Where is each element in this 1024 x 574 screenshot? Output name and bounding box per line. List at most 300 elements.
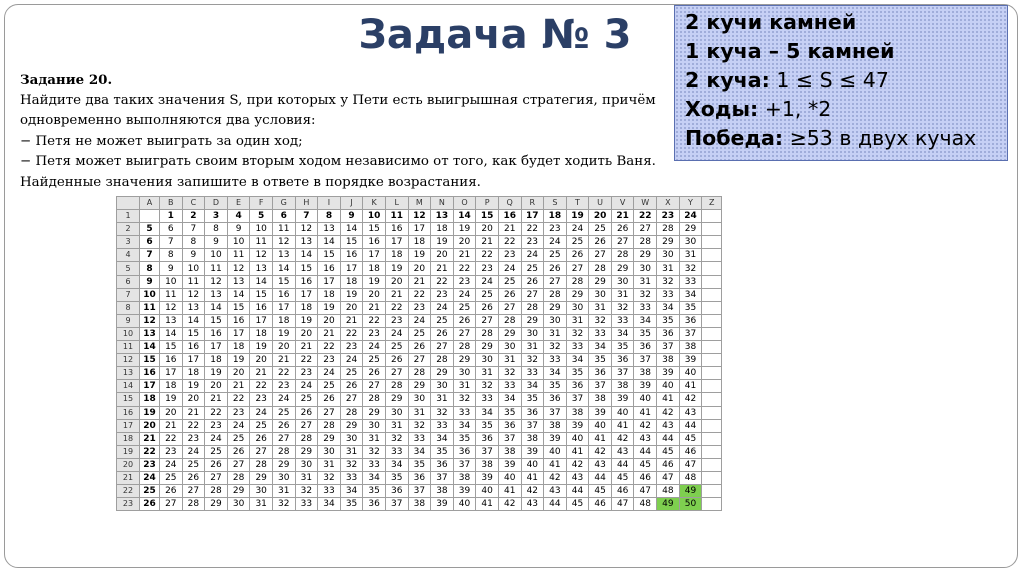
table-cell[interactable]: 34 bbox=[679, 288, 702, 301]
table-cell[interactable]: 34 bbox=[521, 380, 544, 393]
table-cell[interactable]: 34 bbox=[498, 393, 521, 406]
table-cell[interactable]: 23 bbox=[272, 380, 295, 393]
table-cell[interactable]: 34 bbox=[657, 301, 680, 314]
table-cell[interactable]: 26 bbox=[544, 262, 567, 275]
table-cell[interactable]: 10 bbox=[140, 288, 160, 301]
table-cell[interactable]: 31 bbox=[679, 249, 702, 262]
table-cell[interactable]: 33 bbox=[679, 275, 702, 288]
table-cell[interactable]: 17 bbox=[408, 223, 431, 236]
table-cell[interactable]: 30 bbox=[589, 288, 612, 301]
table-cell[interactable]: 22 bbox=[476, 249, 499, 262]
table-cell[interactable]: 22 bbox=[140, 445, 160, 458]
table-cell[interactable]: 9 bbox=[227, 223, 250, 236]
table-cell[interactable] bbox=[702, 498, 722, 511]
table-cell[interactable]: 30 bbox=[250, 485, 273, 498]
table-cell[interactable]: 29 bbox=[250, 471, 273, 484]
column-header[interactable]: M bbox=[408, 197, 431, 210]
table-cell[interactable]: 37 bbox=[385, 498, 408, 511]
table-cell[interactable]: 37 bbox=[657, 341, 680, 354]
table-cell[interactable]: 33 bbox=[295, 498, 318, 511]
table-cell[interactable]: 32 bbox=[634, 288, 657, 301]
table-cell[interactable]: 31 bbox=[589, 301, 612, 314]
table-cell[interactable]: 41 bbox=[566, 445, 589, 458]
table-cell[interactable]: 30 bbox=[611, 275, 634, 288]
table-cell[interactable]: 28 bbox=[340, 406, 363, 419]
table-cell[interactable]: 31 bbox=[250, 498, 273, 511]
column-header[interactable]: E bbox=[227, 197, 250, 210]
table-cell[interactable]: 35 bbox=[611, 341, 634, 354]
table-cell[interactable]: 15 bbox=[272, 275, 295, 288]
table-cell[interactable]: 36 bbox=[544, 393, 567, 406]
table-cell[interactable]: 6 bbox=[140, 236, 160, 249]
table-cell[interactable]: 34 bbox=[363, 471, 386, 484]
table-cell[interactable]: 32 bbox=[566, 327, 589, 340]
table-cell[interactable]: 16 bbox=[227, 314, 250, 327]
table-cell[interactable]: 42 bbox=[498, 498, 521, 511]
table-cell[interactable]: 18 bbox=[182, 367, 205, 380]
table-cell[interactable]: 47 bbox=[634, 485, 657, 498]
table-cell[interactable]: 37 bbox=[521, 419, 544, 432]
table-cell[interactable]: 14 bbox=[160, 327, 183, 340]
table-cell[interactable]: 21 bbox=[205, 393, 228, 406]
table-cell[interactable]: 28 bbox=[611, 249, 634, 262]
table-cell[interactable]: 21 bbox=[453, 249, 476, 262]
table-header-cell[interactable]: 16 bbox=[498, 210, 521, 223]
table-cell[interactable]: 15 bbox=[182, 327, 205, 340]
table-cell[interactable]: 20 bbox=[385, 275, 408, 288]
table-cell[interactable]: 39 bbox=[521, 445, 544, 458]
table-cell[interactable]: 28 bbox=[272, 445, 295, 458]
table-cell[interactable]: 29 bbox=[589, 275, 612, 288]
table-cell[interactable]: 20 bbox=[250, 354, 273, 367]
table-cell[interactable]: 29 bbox=[544, 301, 567, 314]
table-cell[interactable]: 29 bbox=[340, 419, 363, 432]
table-cell[interactable]: 33 bbox=[385, 445, 408, 458]
table-cell[interactable]: 36 bbox=[566, 380, 589, 393]
column-header[interactable]: U bbox=[589, 197, 612, 210]
table-cell[interactable]: 32 bbox=[408, 419, 431, 432]
table-cell[interactable]: 28 bbox=[476, 327, 499, 340]
table-cell[interactable]: 38 bbox=[408, 498, 431, 511]
table-cell[interactable]: 37 bbox=[498, 432, 521, 445]
table-cell[interactable]: 36 bbox=[431, 458, 454, 471]
table-cell[interactable]: 17 bbox=[272, 301, 295, 314]
table-header-cell[interactable]: 10 bbox=[363, 210, 386, 223]
table-cell[interactable]: 28 bbox=[250, 458, 273, 471]
table-cell[interactable]: 15 bbox=[227, 301, 250, 314]
column-header[interactable]: J bbox=[340, 197, 363, 210]
table-cell[interactable]: 20 bbox=[340, 301, 363, 314]
table-cell[interactable]: 36 bbox=[453, 445, 476, 458]
table-cell[interactable]: 32 bbox=[657, 275, 680, 288]
table-cell[interactable]: 24 bbox=[318, 367, 341, 380]
table-cell[interactable]: 40 bbox=[611, 406, 634, 419]
row-header[interactable]: 14 bbox=[117, 380, 140, 393]
table-header-cell[interactable] bbox=[702, 210, 722, 223]
table-cell[interactable]: 27 bbox=[160, 498, 183, 511]
table-cell[interactable]: 40 bbox=[521, 458, 544, 471]
table-cell[interactable]: 13 bbox=[227, 275, 250, 288]
table-cell[interactable]: 37 bbox=[611, 367, 634, 380]
row-header[interactable]: 4 bbox=[117, 249, 140, 262]
table-cell[interactable]: 23 bbox=[227, 406, 250, 419]
table-cell[interactable]: 26 bbox=[453, 314, 476, 327]
table-cell[interactable]: 6 bbox=[160, 223, 183, 236]
table-cell[interactable]: 17 bbox=[227, 327, 250, 340]
table-cell[interactable]: 44 bbox=[679, 419, 702, 432]
table-cell[interactable]: 15 bbox=[318, 249, 341, 262]
table-cell[interactable]: 9 bbox=[205, 236, 228, 249]
table-cell[interactable]: 21 bbox=[140, 432, 160, 445]
table-cell[interactable]: 40 bbox=[476, 485, 499, 498]
table-cell[interactable]: 14 bbox=[205, 301, 228, 314]
table-cell[interactable]: 19 bbox=[408, 249, 431, 262]
table-cell[interactable]: 21 bbox=[272, 354, 295, 367]
table-cell[interactable]: 8 bbox=[182, 236, 205, 249]
table-cell[interactable]: 35 bbox=[385, 471, 408, 484]
table-cell[interactable]: 29 bbox=[498, 327, 521, 340]
table-cell[interactable]: 11 bbox=[250, 236, 273, 249]
table-cell[interactable]: 35 bbox=[453, 432, 476, 445]
row-header[interactable]: 9 bbox=[117, 314, 140, 327]
table-cell[interactable]: 29 bbox=[227, 485, 250, 498]
column-header[interactable]: Z bbox=[702, 197, 722, 210]
table-cell[interactable]: 35 bbox=[544, 380, 567, 393]
table-cell[interactable]: 27 bbox=[363, 380, 386, 393]
table-cell[interactable]: 26 bbox=[476, 301, 499, 314]
table-cell[interactable]: 28 bbox=[227, 471, 250, 484]
table-cell[interactable]: 8 bbox=[160, 249, 183, 262]
table-cell[interactable]: 31 bbox=[340, 445, 363, 458]
table-cell[interactable]: 32 bbox=[272, 498, 295, 511]
row-header[interactable]: 1 bbox=[117, 210, 140, 223]
table-cell[interactable]: 26 bbox=[408, 341, 431, 354]
table-cell[interactable]: 36 bbox=[385, 485, 408, 498]
table-cell[interactable]: 39 bbox=[453, 485, 476, 498]
table-cell[interactable]: 27 bbox=[453, 327, 476, 340]
table-cell[interactable]: 21 bbox=[363, 301, 386, 314]
table-cell[interactable]: 34 bbox=[408, 445, 431, 458]
table-cell[interactable]: 38 bbox=[431, 485, 454, 498]
table-cell[interactable]: 33 bbox=[363, 458, 386, 471]
row-header[interactable]: 7 bbox=[117, 288, 140, 301]
column-header[interactable]: V bbox=[611, 197, 634, 210]
table-cell[interactable]: 33 bbox=[476, 393, 499, 406]
table-cell[interactable]: 33 bbox=[498, 380, 521, 393]
table-cell[interactable]: 39 bbox=[611, 393, 634, 406]
table-cell[interactable]: 36 bbox=[498, 419, 521, 432]
table-cell[interactable]: 34 bbox=[318, 498, 341, 511]
table-cell[interactable]: 36 bbox=[363, 498, 386, 511]
table-cell[interactable]: 21 bbox=[340, 314, 363, 327]
table-cell[interactable]: 9 bbox=[182, 249, 205, 262]
table-cell[interactable]: 39 bbox=[679, 354, 702, 367]
table-cell[interactable]: 21 bbox=[227, 380, 250, 393]
table-cell[interactable]: 30 bbox=[634, 262, 657, 275]
table-cell[interactable]: 19 bbox=[182, 380, 205, 393]
table-cell[interactable]: 29 bbox=[611, 262, 634, 275]
table-cell[interactable]: 31 bbox=[453, 380, 476, 393]
table-cell[interactable]: 30 bbox=[318, 445, 341, 458]
table-cell[interactable]: 26 bbox=[385, 354, 408, 367]
table-cell[interactable]: 15 bbox=[205, 314, 228, 327]
table-cell[interactable]: 34 bbox=[566, 354, 589, 367]
table-cell[interactable]: 49 bbox=[679, 485, 702, 498]
table-cell[interactable]: 22 bbox=[521, 223, 544, 236]
table-cell[interactable]: 42 bbox=[566, 458, 589, 471]
table-cell[interactable]: 37 bbox=[589, 380, 612, 393]
table-cell[interactable]: 42 bbox=[679, 393, 702, 406]
table-cell[interactable]: 26 bbox=[227, 445, 250, 458]
table-cell[interactable]: 33 bbox=[453, 406, 476, 419]
table-cell[interactable]: 27 bbox=[544, 275, 567, 288]
table-cell[interactable]: 12 bbox=[160, 301, 183, 314]
table-cell[interactable]: 29 bbox=[679, 223, 702, 236]
table-cell[interactable]: 27 bbox=[498, 301, 521, 314]
table-cell[interactable]: 33 bbox=[408, 432, 431, 445]
table-cell[interactable]: 32 bbox=[431, 406, 454, 419]
table-cell[interactable]: 30 bbox=[408, 393, 431, 406]
table-cell[interactable]: 43 bbox=[679, 406, 702, 419]
table-cell[interactable]: 46 bbox=[634, 471, 657, 484]
table-cell[interactable]: 19 bbox=[250, 341, 273, 354]
table-cell[interactable]: 26 bbox=[205, 458, 228, 471]
table-cell[interactable]: 29 bbox=[295, 445, 318, 458]
table-cell[interactable]: 38 bbox=[544, 419, 567, 432]
table-cell[interactable]: 28 bbox=[657, 223, 680, 236]
table-cell[interactable]: 26 bbox=[160, 485, 183, 498]
table-cell[interactable]: 27 bbox=[227, 458, 250, 471]
row-header[interactable]: 8 bbox=[117, 301, 140, 314]
table-cell[interactable]: 38 bbox=[498, 445, 521, 458]
table-cell[interactable]: 23 bbox=[476, 262, 499, 275]
table-header-cell[interactable]: 20 bbox=[589, 210, 612, 223]
table-cell[interactable]: 36 bbox=[476, 432, 499, 445]
table-cell[interactable]: 32 bbox=[295, 485, 318, 498]
table-cell[interactable]: 20 bbox=[476, 223, 499, 236]
table-cell[interactable] bbox=[702, 262, 722, 275]
table-cell[interactable]: 7 bbox=[182, 223, 205, 236]
table-cell[interactable]: 24 bbox=[295, 380, 318, 393]
table-cell[interactable]: 45 bbox=[566, 498, 589, 511]
column-header[interactable]: B bbox=[160, 197, 183, 210]
table-cell[interactable]: 44 bbox=[566, 485, 589, 498]
table-cell[interactable]: 42 bbox=[521, 485, 544, 498]
table-cell[interactable]: 25 bbox=[160, 471, 183, 484]
column-header[interactable]: F bbox=[250, 197, 273, 210]
table-cell[interactable]: 29 bbox=[205, 498, 228, 511]
table-cell[interactable]: 14 bbox=[318, 236, 341, 249]
column-header[interactable]: D bbox=[205, 197, 228, 210]
table-cell[interactable]: 25 bbox=[340, 367, 363, 380]
table-cell[interactable]: 23 bbox=[205, 419, 228, 432]
table-header-cell[interactable]: 1 bbox=[160, 210, 183, 223]
table-cell[interactable] bbox=[702, 432, 722, 445]
table-cell[interactable]: 28 bbox=[363, 393, 386, 406]
table-cell[interactable]: 35 bbox=[679, 301, 702, 314]
table-cell[interactable]: 40 bbox=[657, 380, 680, 393]
table-cell[interactable]: 26 bbox=[182, 471, 205, 484]
table-cell[interactable]: 45 bbox=[611, 471, 634, 484]
table-cell[interactable]: 39 bbox=[657, 367, 680, 380]
table-cell[interactable]: 31 bbox=[611, 288, 634, 301]
table-header-cell[interactable]: 15 bbox=[476, 210, 499, 223]
table-cell[interactable]: 40 bbox=[589, 419, 612, 432]
table-cell[interactable]: 24 bbox=[272, 393, 295, 406]
table-cell[interactable]: 38 bbox=[589, 393, 612, 406]
table-cell[interactable]: 14 bbox=[295, 249, 318, 262]
table-cell[interactable] bbox=[702, 314, 722, 327]
table-cell[interactable]: 43 bbox=[657, 419, 680, 432]
table-cell[interactable]: 32 bbox=[498, 367, 521, 380]
table-cell[interactable]: 22 bbox=[250, 380, 273, 393]
table-cell[interactable]: 34 bbox=[385, 458, 408, 471]
table-cell[interactable]: 27 bbox=[272, 432, 295, 445]
table-cell[interactable]: 19 bbox=[431, 236, 454, 249]
table-cell[interactable]: 23 bbox=[182, 432, 205, 445]
table-cell[interactable]: 29 bbox=[566, 288, 589, 301]
table-cell[interactable]: 24 bbox=[205, 432, 228, 445]
row-header[interactable]: 5 bbox=[117, 262, 140, 275]
row-header[interactable]: 22 bbox=[117, 485, 140, 498]
table-cell[interactable]: 18 bbox=[227, 341, 250, 354]
table-header-cell[interactable]: 24 bbox=[679, 210, 702, 223]
table-cell[interactable]: 33 bbox=[431, 419, 454, 432]
row-header[interactable]: 20 bbox=[117, 458, 140, 471]
table-cell[interactable]: 39 bbox=[544, 432, 567, 445]
row-header[interactable]: 21 bbox=[117, 471, 140, 484]
table-cell[interactable]: 32 bbox=[544, 341, 567, 354]
table-cell[interactable]: 38 bbox=[657, 354, 680, 367]
table-cell[interactable]: 45 bbox=[589, 485, 612, 498]
table-cell[interactable]: 32 bbox=[679, 262, 702, 275]
table-header-cell[interactable]: 9 bbox=[340, 210, 363, 223]
table-cell[interactable]: 26 bbox=[611, 223, 634, 236]
table-cell[interactable]: 30 bbox=[385, 406, 408, 419]
table-cell[interactable]: 40 bbox=[634, 393, 657, 406]
table-cell[interactable] bbox=[702, 406, 722, 419]
table-cell[interactable]: 16 bbox=[272, 288, 295, 301]
table-cell[interactable]: 31 bbox=[476, 367, 499, 380]
table-cell[interactable]: 37 bbox=[476, 445, 499, 458]
table-cell[interactable]: 20 bbox=[431, 249, 454, 262]
table-cell[interactable]: 32 bbox=[363, 445, 386, 458]
table-cell[interactable]: 32 bbox=[521, 354, 544, 367]
table-cell[interactable]: 25 bbox=[476, 288, 499, 301]
table-cell[interactable]: 43 bbox=[611, 445, 634, 458]
table-cell[interactable]: 18 bbox=[385, 249, 408, 262]
table-cell[interactable]: 44 bbox=[634, 445, 657, 458]
table-cell[interactable]: 33 bbox=[318, 485, 341, 498]
table-cell[interactable]: 19 bbox=[340, 288, 363, 301]
table-cell[interactable]: 35 bbox=[340, 498, 363, 511]
table-cell[interactable]: 13 bbox=[160, 314, 183, 327]
table-cell[interactable]: 13 bbox=[250, 262, 273, 275]
table-cell[interactable]: 26 bbox=[318, 393, 341, 406]
table-header-cell[interactable]: 22 bbox=[634, 210, 657, 223]
row-header[interactable]: 2 bbox=[117, 223, 140, 236]
table-cell[interactable]: 34 bbox=[589, 341, 612, 354]
table-cell[interactable]: 19 bbox=[453, 223, 476, 236]
table-cell[interactable]: 17 bbox=[340, 262, 363, 275]
table-cell[interactable]: 21 bbox=[385, 288, 408, 301]
row-header[interactable]: 13 bbox=[117, 367, 140, 380]
table-cell[interactable]: 30 bbox=[227, 498, 250, 511]
table-cell[interactable]: 25 bbox=[521, 262, 544, 275]
table-cell[interactable]: 23 bbox=[140, 458, 160, 471]
table-cell[interactable] bbox=[702, 249, 722, 262]
column-header[interactable]: R bbox=[521, 197, 544, 210]
table-cell[interactable]: 44 bbox=[589, 471, 612, 484]
table-cell[interactable]: 30 bbox=[453, 367, 476, 380]
table-cell[interactable]: 20 bbox=[453, 236, 476, 249]
table-cell[interactable]: 28 bbox=[318, 419, 341, 432]
table-cell[interactable]: 23 bbox=[318, 354, 341, 367]
table-cell[interactable]: 29 bbox=[363, 406, 386, 419]
table-cell[interactable]: 26 bbox=[250, 432, 273, 445]
table-cell[interactable]: 33 bbox=[566, 341, 589, 354]
table-cell[interactable]: 26 bbox=[431, 327, 454, 340]
column-header[interactable]: T bbox=[566, 197, 589, 210]
column-header[interactable]: A bbox=[140, 197, 160, 210]
table-cell[interactable]: 22 bbox=[408, 288, 431, 301]
table-cell[interactable]: 18 bbox=[295, 301, 318, 314]
table-cell[interactable]: 14 bbox=[227, 288, 250, 301]
table-cell[interactable]: 35 bbox=[476, 419, 499, 432]
table-cell[interactable]: 36 bbox=[408, 471, 431, 484]
table-cell[interactable]: 31 bbox=[566, 314, 589, 327]
table-cell[interactable]: 30 bbox=[679, 236, 702, 249]
table-cell[interactable]: 41 bbox=[589, 432, 612, 445]
table-cell[interactable]: 17 bbox=[140, 380, 160, 393]
table-cell[interactable] bbox=[702, 288, 722, 301]
table-cell[interactable]: 28 bbox=[521, 301, 544, 314]
table-cell[interactable]: 33 bbox=[634, 301, 657, 314]
table-cell[interactable]: 24 bbox=[140, 471, 160, 484]
table-cell[interactable]: 27 bbox=[318, 406, 341, 419]
table-cell[interactable]: 48 bbox=[657, 485, 680, 498]
table-cell[interactable]: 13 bbox=[140, 327, 160, 340]
table-cell[interactable]: 25 bbox=[318, 380, 341, 393]
table-cell[interactable]: 12 bbox=[250, 249, 273, 262]
table-cell[interactable]: 42 bbox=[657, 406, 680, 419]
table-cell[interactable]: 32 bbox=[476, 380, 499, 393]
table-cell[interactable]: 21 bbox=[431, 262, 454, 275]
row-header[interactable]: 11 bbox=[117, 341, 140, 354]
table-cell[interactable]: 12 bbox=[182, 288, 205, 301]
table-cell[interactable]: 44 bbox=[611, 458, 634, 471]
table-cell[interactable]: 36 bbox=[634, 341, 657, 354]
table-cell[interactable]: 25 bbox=[408, 327, 431, 340]
row-header[interactable]: 12 bbox=[117, 354, 140, 367]
table-header-cell[interactable]: 18 bbox=[544, 210, 567, 223]
table-cell[interactable]: 7 bbox=[140, 249, 160, 262]
table-cell[interactable]: 36 bbox=[611, 354, 634, 367]
table-cell[interactable]: 30 bbox=[295, 458, 318, 471]
column-header[interactable]: Y bbox=[679, 197, 702, 210]
table-cell[interactable]: 28 bbox=[385, 380, 408, 393]
table-cell[interactable]: 11 bbox=[272, 223, 295, 236]
column-header[interactable]: O bbox=[453, 197, 476, 210]
table-cell[interactable]: 18 bbox=[160, 380, 183, 393]
table-header-cell[interactable]: 19 bbox=[566, 210, 589, 223]
table-cell[interactable]: 40 bbox=[566, 432, 589, 445]
table-cell[interactable]: 42 bbox=[589, 445, 612, 458]
table-cell[interactable]: 12 bbox=[295, 223, 318, 236]
table-cell[interactable]: 29 bbox=[272, 458, 295, 471]
table-cell[interactable]: 37 bbox=[431, 471, 454, 484]
table-cell[interactable]: 19 bbox=[227, 354, 250, 367]
